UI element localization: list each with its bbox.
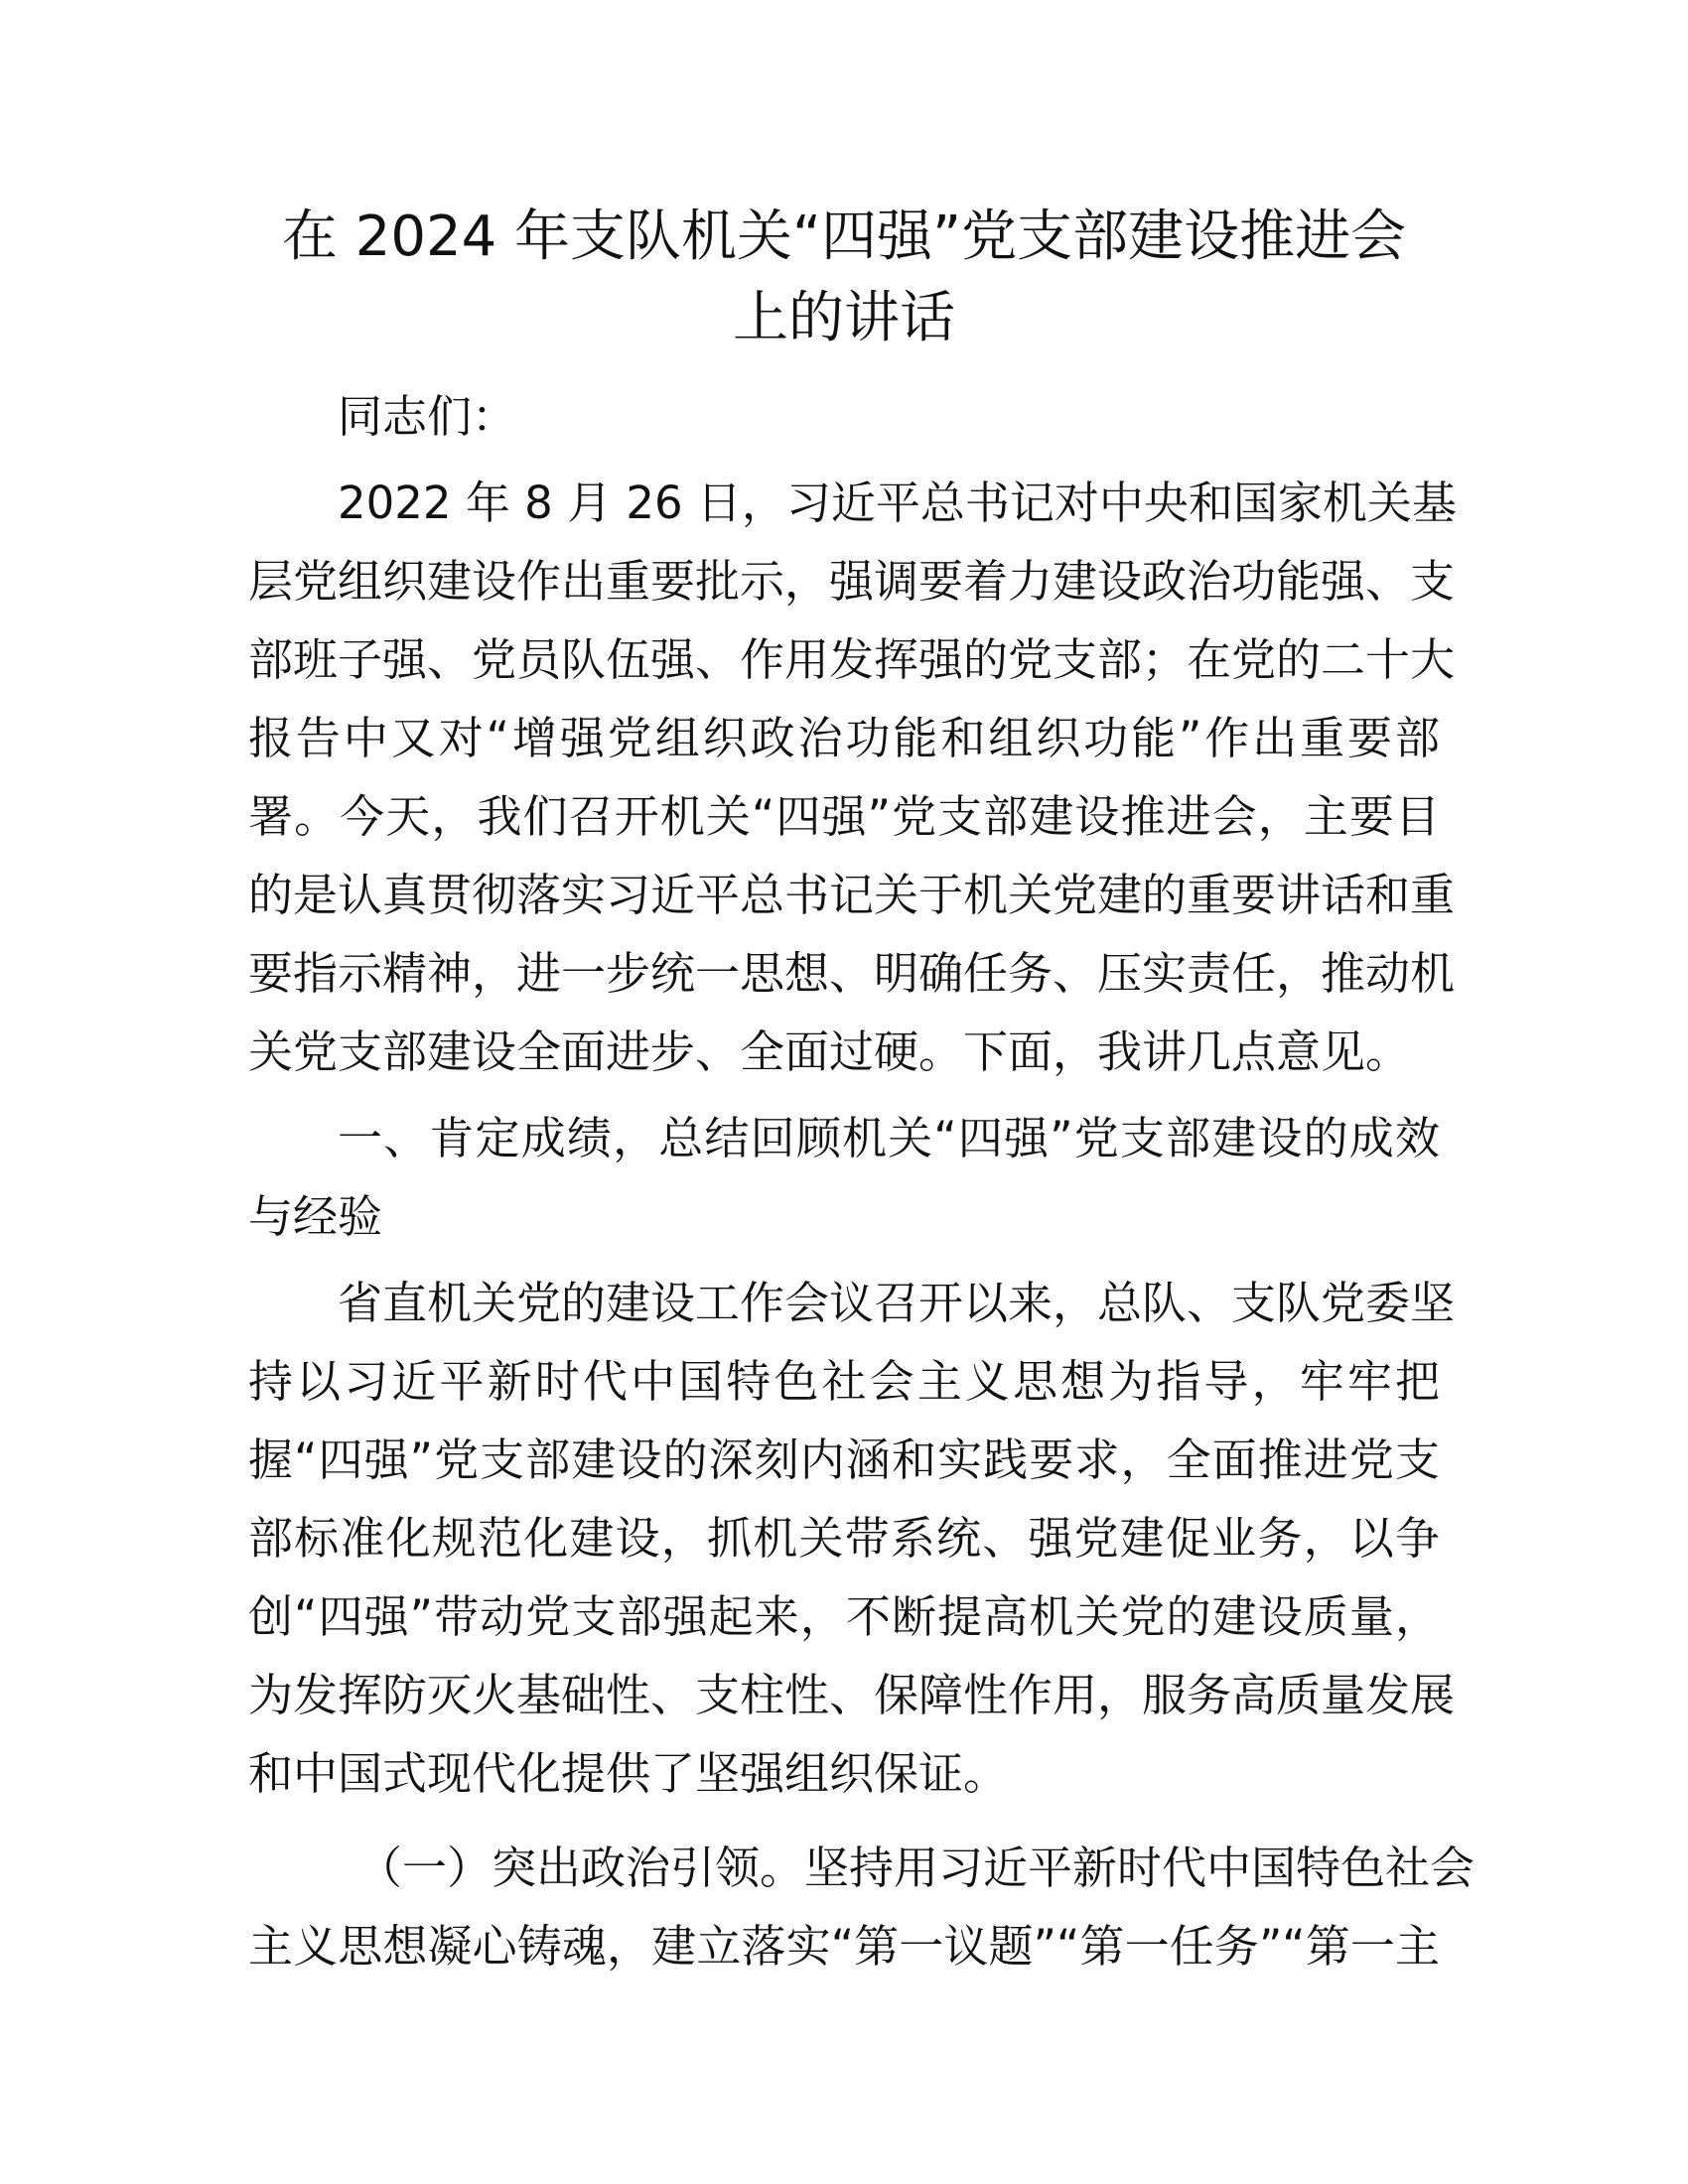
paragraph-line: 握“四强”党支部建设的深刻内涵和实践要求，全面推进党支 <box>248 1433 1440 1486</box>
paragraph-line: 持以习近平新时代中国特色社会主义思想为指导，牢牢把 <box>248 1355 1440 1408</box>
paragraph-line: （一）突出政治引领。坚持用习近平新时代中国特色社会 <box>357 1842 1476 1894</box>
paragraph-line: 部标准化规范化建设，抓机关带系统、强党建促业务，以争 <box>248 1512 1440 1565</box>
salutation: 同志们： <box>338 390 517 443</box>
paragraph-line: 省直机关党的建设工作会议召开以来，总队、支队党委坚 <box>338 1277 1456 1329</box>
paragraph-line: 为发挥防灭火基础性、支柱性、保障性作用，服务高质量发展 <box>248 1669 1456 1721</box>
paragraph-line: 主义思想凝心铸魂，建立落实“第一议题”“第一任务”“第一主 <box>248 1920 1440 1973</box>
paragraph-line: 创“四强”带动党支部强起来，不断提高机关党的建设质量， <box>248 1590 1440 1643</box>
paragraph-line: 署。今天，我们召开机关“四强”党支部建设推进会，主要目 <box>248 790 1440 843</box>
paragraph-line: 部班子强、党员队伍强、作用发挥强的党支部；在党的二十大 <box>248 633 1456 686</box>
title-line: 在 2024 年支队机关“四强”党支部建设推进会 <box>281 205 1407 269</box>
paragraph-political-guidance <box>248 1829 1476 1985</box>
paragraph-intro <box>248 464 1457 1091</box>
heading-line: 一、肯定成绩，总结回顾机关“四强”党支部建设的成效 <box>338 1112 1440 1164</box>
paragraph-line: 的是认真贯彻落实习近平总书记关于机关党建的重要讲话和重 <box>248 869 1456 921</box>
title-line: 上的讲话 <box>733 286 955 350</box>
heading-line: 与经验 <box>248 1190 383 1243</box>
paragraph-review <box>248 1264 1456 1813</box>
paragraph-line: 层党组织建设作出重要批示，强调要着力建设政治功能强、支 <box>248 555 1456 608</box>
paragraph-line: 报告中又对“增强党组织政治功能和组织功能”作出重要部 <box>248 712 1440 764</box>
document-body <box>248 377 1476 1985</box>
document-title <box>199 197 1489 359</box>
paragraph-line: 关党支部建设全面进步、全面过硬。下面，我讲几点意见。 <box>248 1025 1411 1078</box>
paragraph-line: 和中国式现代化提供了坚强组织保证。 <box>248 1747 1009 1800</box>
paragraph-line: 2022 年 8 月 26 日，习近平总书记对中央和国家机关基 <box>338 477 1457 529</box>
paragraph-line: 要指示精神，进一步统一思想、明确任务、压实责任，推动机 <box>248 947 1456 1000</box>
section-heading-1 <box>248 1099 1440 1256</box>
